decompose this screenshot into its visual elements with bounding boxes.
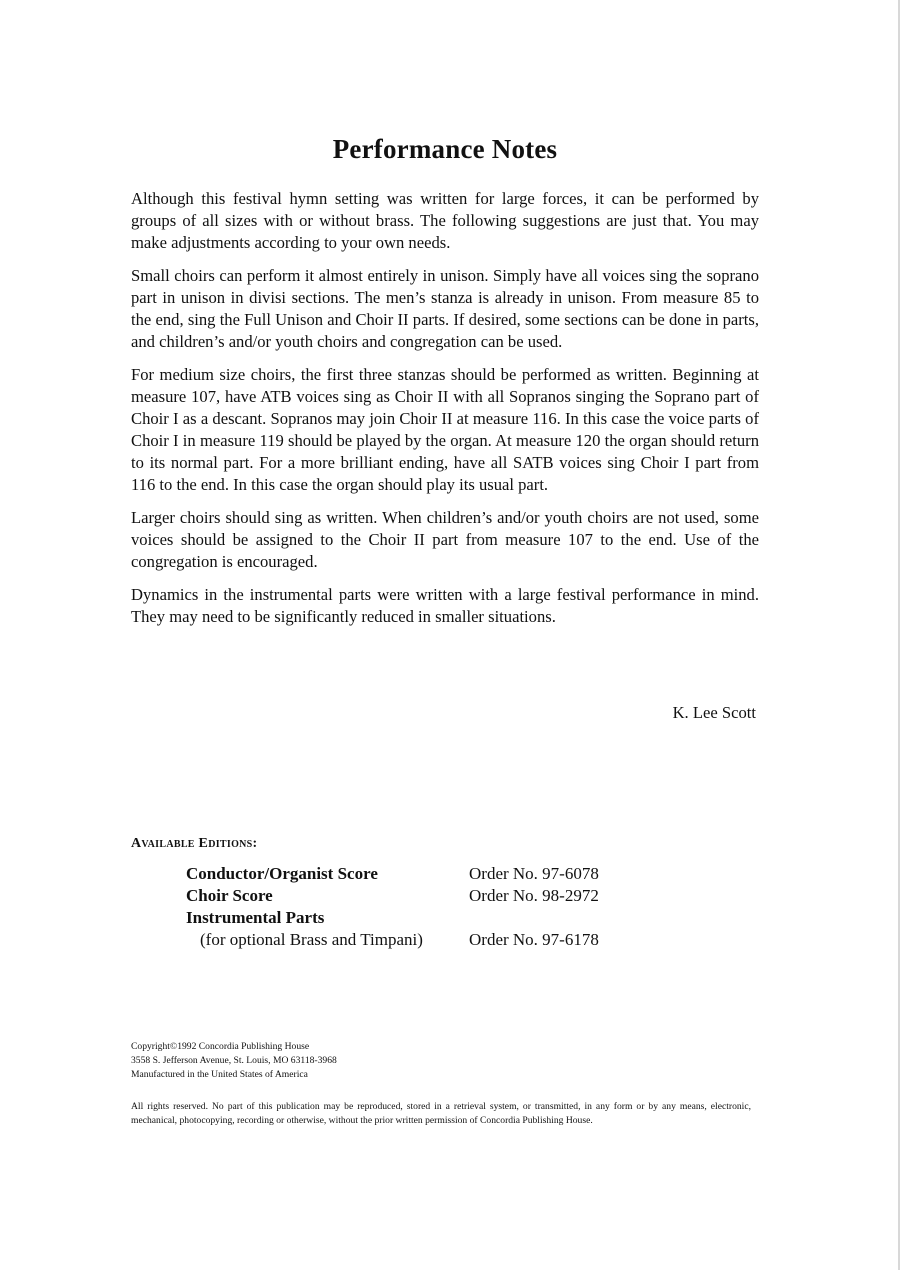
rights-notice: All rights reserved. No part of this publication may be reproduced, stored in a retrieval system, or transmitted, in any form or by any means, electronic, mechanical, photocopying, recording or otherwise, without the prior written permission of Concordia Publishing House.	[131, 1101, 751, 1126]
edition-name: Instrumental Parts	[186, 908, 325, 927]
edition-row	[186, 908, 646, 930]
edition-row	[186, 886, 646, 908]
copyright-line: Copyright©1992 Concordia Publishing House	[131, 1041, 310, 1052]
edition-name: Conductor/Organist Score	[186, 864, 378, 883]
edition-order-number: Order No. 98-2972	[469, 886, 599, 905]
editions-list	[186, 864, 646, 952]
author-signature: K. Lee Scott	[672, 703, 756, 722]
edition-order-number: Order No. 97-6178	[469, 930, 599, 949]
copyright-block	[131, 1040, 337, 1082]
edition-row	[186, 930, 646, 952]
edition-subtitle: (for optional Brass and Timpani)	[200, 930, 423, 949]
manufactured-line: Manufactured in the United States of America	[131, 1069, 308, 1080]
edition-row	[186, 864, 646, 886]
notes-paragraph: Dynamics in the instrumental parts were written with a large festival performance in mind. They may need to be significantly reduced in smaller situations.	[131, 585, 759, 626]
edition-name: Choir Score	[186, 886, 273, 905]
page-title: Performance Notes	[332, 134, 558, 164]
editions-heading: Available Editions:	[131, 836, 258, 851]
notes-paragraph: For medium size choirs, the first three stanzas should be performed as written. Beginning at measure 107, have ATB voices sing as Choir II with all Sopranos singing the Soprano part of Choir I as a descant. Sopranos may join Choir II at measure 116. In this case the voice parts of Choir I in measure 119 should be played by the organ. At measure 120 the organ should return to its normal part. For a more brilliant ending, have all SATB voices sing Choir I part from 116 to the end. In this case the organ should play its usual part.	[131, 365, 759, 494]
notes-paragraph: Although this festival hymn setting was written for large forces, it can be performed by groups of all sizes with or without brass. The following suggestions are just that. You may make adjustments according to your own needs.	[131, 189, 759, 252]
notes-paragraph: Larger choirs should sing as written. When children’s and/or youth choirs are not used, some voices should be assigned to the Choir II part from measure 107 to the end. Use of the congregation is encouraged.	[131, 508, 759, 571]
performance-notes-body	[131, 188, 759, 639]
publisher-address: 3558 S. Jefferson Avenue, St. Louis, MO 63118-3968	[131, 1055, 337, 1066]
edition-order-number: Order No. 97-6078	[469, 864, 599, 883]
notes-paragraph: Small choirs can perform it almost entirely in unison. Simply have all voices sing the soprano part in unison in divisi sections. The men’s stanza is already in unison. From measure 85 to the end, sing the Full Unison and Choir II parts. If desired, some sections can be done in parts, and children’s and/or youth choirs and congregation can be used.	[131, 266, 759, 351]
